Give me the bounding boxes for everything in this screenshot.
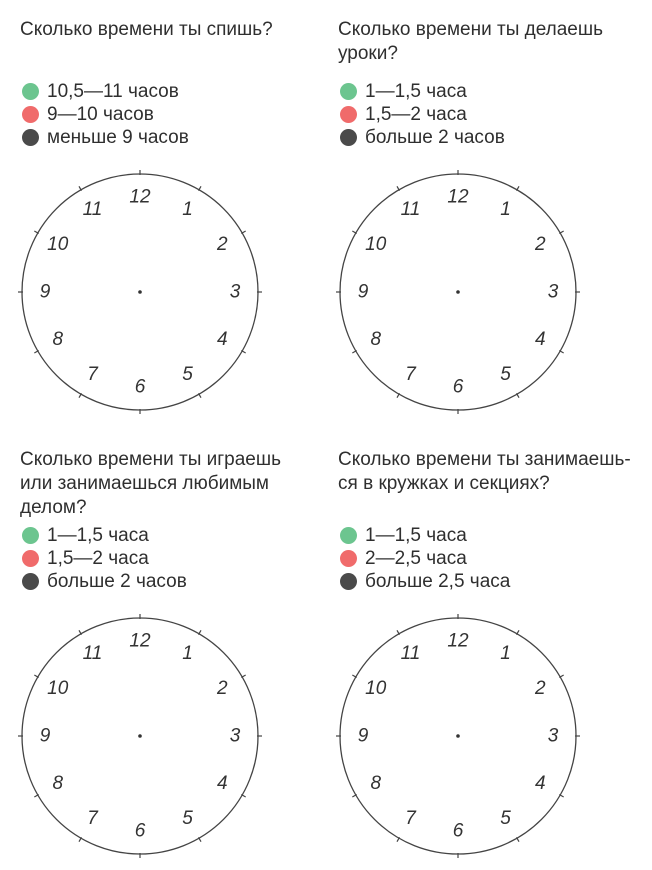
legend-label: больше 2,5 часа	[365, 570, 511, 592]
question-line: или занимаешься любимым	[20, 473, 269, 494]
legend-label: 10,5—11 часов	[47, 80, 179, 102]
hour-number: 10	[47, 678, 69, 699]
legend-label: больше 2 часов	[47, 570, 187, 592]
hour-number: 8	[52, 329, 64, 350]
question-line: Сколько времени ты спишь?	[20, 19, 273, 40]
hour-number: 1	[182, 643, 193, 665]
hour-number: 9	[39, 725, 51, 747]
legend-item	[22, 103, 189, 126]
hour-number: 2	[216, 234, 228, 255]
hour-number: 4	[534, 329, 546, 350]
hour-number: 1	[500, 199, 511, 221]
legend-item	[340, 103, 505, 126]
hour-number: 2	[534, 678, 546, 699]
hour-number: 3	[547, 281, 559, 303]
question-line: делом?	[20, 497, 87, 518]
clubs-panel	[318, 430, 636, 860]
legend-label: 1,5—2 часа	[365, 103, 467, 125]
hour-number: 10	[365, 234, 387, 255]
hour-number: 10	[47, 234, 69, 255]
hour-number: 11	[82, 643, 103, 665]
legend-item	[22, 570, 187, 593]
hour-number: 5	[500, 807, 511, 829]
black-dot-icon	[22, 129, 39, 146]
legend-item	[340, 547, 510, 570]
green-dot-icon	[340, 527, 357, 544]
black-dot-icon	[22, 573, 39, 590]
clock-face[interactable]	[18, 170, 262, 414]
homework-panel	[318, 0, 636, 430]
hour-number: 12	[447, 186, 469, 208]
question-title	[338, 448, 638, 496]
legend-item	[22, 126, 189, 149]
legend-label: 1—1,5 часа	[47, 524, 149, 546]
hour-number: 11	[400, 643, 421, 665]
hour-number: 3	[229, 725, 241, 747]
question-line: уроки?	[338, 43, 398, 64]
hour-number: 1	[182, 199, 193, 221]
hour-number: 2	[534, 234, 546, 255]
hour-number: 5	[182, 363, 193, 385]
legend-item	[340, 80, 505, 103]
hour-number: 4	[216, 773, 228, 794]
question-title	[20, 18, 320, 42]
legend-label: 2—2,5 часа	[365, 547, 467, 569]
legend	[22, 524, 187, 593]
hour-number: 7	[87, 363, 98, 385]
legend-item	[340, 570, 510, 593]
hour-number: 6	[452, 820, 464, 842]
clock-face[interactable]	[336, 614, 580, 858]
red-dot-icon	[22, 106, 39, 123]
legend-label: 1—1,5 часа	[365, 80, 467, 102]
hour-number: 1	[500, 643, 511, 665]
legend-item	[340, 524, 510, 547]
legend	[22, 80, 189, 149]
legend-label: меньше 9 часов	[47, 126, 189, 148]
hour-number: 7	[87, 807, 98, 829]
clock-face[interactable]	[18, 614, 262, 858]
clock-center	[138, 734, 142, 738]
question-line: Сколько времени ты играешь	[20, 449, 282, 470]
hour-number: 9	[357, 725, 369, 747]
legend-item	[340, 126, 505, 149]
legend	[340, 524, 510, 593]
hour-number: 3	[229, 281, 241, 303]
black-dot-icon	[340, 573, 357, 590]
hour-number: 6	[134, 820, 146, 842]
hour-number: 5	[182, 807, 193, 829]
hour-number: 5	[500, 363, 511, 385]
hour-number: 8	[370, 773, 382, 794]
hour-number: 12	[129, 186, 151, 208]
hour-number: 3	[547, 725, 559, 747]
legend-item	[22, 547, 187, 570]
hour-number: 2	[216, 678, 228, 699]
sleep-panel	[0, 0, 318, 430]
hour-number: 4	[216, 329, 228, 350]
hour-number: 7	[405, 807, 416, 829]
hobby-panel	[0, 430, 318, 860]
legend	[340, 80, 505, 149]
clock-face[interactable]	[336, 170, 580, 414]
hour-number: 11	[82, 199, 103, 221]
legend-item	[22, 80, 189, 103]
hour-number: 8	[370, 329, 382, 350]
hour-number: 4	[534, 773, 546, 794]
legend-item	[22, 524, 187, 547]
question-line: Сколько времени ты делаешь	[338, 19, 604, 40]
hour-number: 10	[365, 678, 387, 699]
hour-number: 6	[452, 376, 464, 398]
hour-number: 12	[129, 630, 151, 652]
red-dot-icon	[22, 550, 39, 567]
red-dot-icon	[340, 106, 357, 123]
green-dot-icon	[22, 527, 39, 544]
legend-label: больше 2 часов	[365, 126, 505, 148]
green-dot-icon	[340, 83, 357, 100]
green-dot-icon	[22, 83, 39, 100]
legend-label: 1—1,5 часа	[365, 524, 467, 546]
black-dot-icon	[340, 129, 357, 146]
hour-number: 9	[357, 281, 369, 303]
question-title	[20, 448, 320, 520]
clock-center	[138, 290, 142, 294]
question-line: ся в кружках и секциях?	[338, 473, 550, 494]
legend-label: 1,5—2 часа	[47, 547, 149, 569]
hour-number: 7	[405, 363, 416, 385]
hour-number: 8	[52, 773, 64, 794]
question-line: Сколько времени ты занимаешь-	[338, 449, 631, 470]
hour-number: 11	[400, 199, 421, 221]
red-dot-icon	[340, 550, 357, 567]
question-title	[338, 18, 638, 66]
legend-label: 9—10 часов	[47, 103, 154, 125]
hour-number: 12	[447, 630, 469, 652]
clock-center	[456, 734, 460, 738]
clock-center	[456, 290, 460, 294]
hour-number: 9	[39, 281, 51, 303]
hour-number: 6	[134, 376, 146, 398]
